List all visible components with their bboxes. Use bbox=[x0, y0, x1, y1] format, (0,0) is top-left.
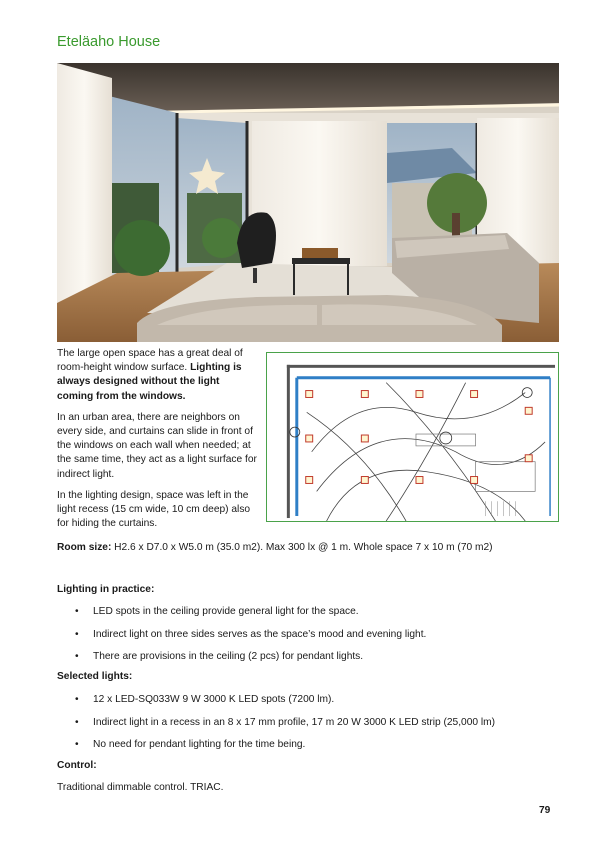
page-number: 79 bbox=[539, 805, 551, 816]
lighting-practice-list bbox=[57, 605, 557, 664]
list-item: • 12 x LED-SQ033W 9 W 3000 K LED spots (7200 lm). bbox=[75, 694, 335, 705]
page-title: Eteläaho House bbox=[57, 34, 161, 50]
selected-lights-list bbox=[57, 693, 557, 752]
control-text: Traditional dimmable control. TRIAC. bbox=[57, 782, 224, 793]
living-room-photo bbox=[57, 63, 559, 342]
list-item: • Indirect light on three sides serves as the space’s mood and evening light. bbox=[75, 628, 427, 640]
intro-text bbox=[57, 347, 257, 538]
list-item: • Indirect light in a recess in an 8 x 17 mm profile, 17 m 20 W 3000 K LED strip (25,000 lm) bbox=[75, 716, 496, 728]
selected-lights-heading: Selected lights: bbox=[57, 671, 133, 682]
floor-plan-drawing bbox=[266, 352, 559, 522]
control-heading: Control: bbox=[57, 760, 97, 771]
lighting-practice-heading: Lighting in practice: bbox=[57, 584, 155, 595]
room-size: Room size: H2.6 x D7.0 x W5.0 m (35.0 m2). Max 300 lx @ 1 m. Whole space 7 x 10 m (70 m2) bbox=[57, 542, 493, 553]
intro-emphasis: Lighting is always designed without the light coming from the windows. bbox=[57, 362, 242, 402]
list-item: • There are provisions in the ceiling (2 pcs) for pendant lights. bbox=[75, 651, 364, 662]
intro-paragraph-2: In an urban area, there are neighbors on every side, and curtains can slide in front of the windows on each wall when needed; at the same time, they act as a light surface for indirect light. bbox=[57, 411, 257, 480]
list-item: • LED spots in the ceiling provide general light for the space. bbox=[75, 606, 359, 617]
intro-paragraph-3: In the lighting design, space was left in the light recess (15 cm wide, 10 cm deep) also for hiding the curtains. bbox=[57, 489, 251, 530]
intro-paragraph-1: The large open space has a great deal of room-height window surface. Lighting is always designed without the light coming from the windows. bbox=[57, 348, 243, 402]
list-item: • No need for pendant lighting for the time being. bbox=[75, 739, 306, 750]
